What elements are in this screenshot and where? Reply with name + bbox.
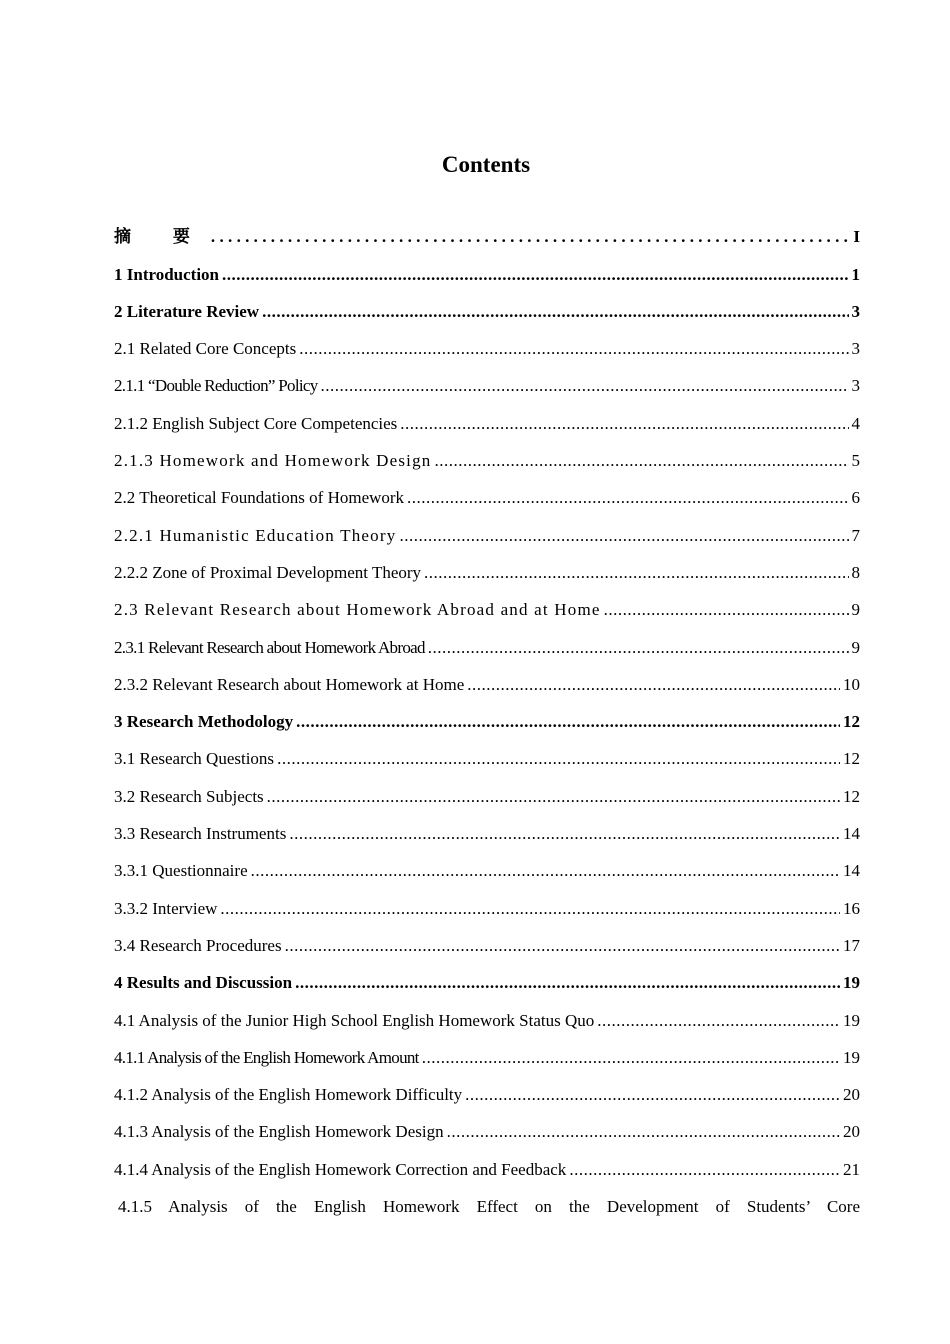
toc-entry[interactable] — [114, 925, 860, 962]
toc-leader-dots — [285, 934, 840, 958]
toc-entry-label: 摘 要 — [114, 227, 208, 248]
toc-entry-label: 3 Research Methodology — [114, 712, 294, 732]
toc-entry[interactable] — [114, 328, 860, 365]
toc-entry[interactable] — [114, 291, 860, 328]
toc-entry-label: 3.3.2 Interview — [114, 898, 218, 918]
toc-entry-page: 1 — [851, 264, 860, 284]
toc-entry-label: 2.1 Related Core Concepts — [114, 339, 297, 359]
toc-entry-label: 4.1.3 Analysis of the English Homework Design — [114, 1122, 444, 1142]
toc-entry-label: 1 Introduction — [114, 264, 220, 284]
toc-leader-dots — [296, 710, 840, 734]
toc-entry[interactable] — [114, 440, 860, 477]
toc-entry-page: 12 — [843, 786, 860, 806]
toc-entry[interactable] — [114, 664, 860, 701]
toc-leader-dots — [321, 374, 849, 398]
toc-entry-label: 4.1.5 Analysis of the English Homework Effect on the Development of Students’ Core — [118, 1197, 860, 1217]
toc-entry-label: 2.2 Theoretical Foundations of Homework — [114, 488, 405, 508]
toc-entry-label: 3.3 Research Instruments — [114, 824, 287, 844]
toc-leader-dots — [211, 225, 850, 249]
toc-leader-dots — [447, 1120, 840, 1144]
toc-entry-continued[interactable] — [114, 1186, 860, 1223]
page-title: Contents — [441, 152, 531, 177]
toc-entry[interactable] — [114, 850, 860, 887]
toc-leader-dots — [465, 1083, 840, 1107]
toc-entry-label: 3.1 Research Questions — [114, 749, 275, 769]
toc-leader-dots — [251, 859, 840, 883]
toc-entry-label: 3.4 Research Procedures — [114, 935, 282, 955]
toc-entry-label: 2 Literature Review — [114, 301, 260, 321]
toc-entry-label: 2.1.3 Homework and Homework Design — [114, 451, 432, 471]
toc-entry-label: 4 Results and Discussion — [114, 973, 293, 993]
toc-entry-page: 9 — [851, 600, 860, 620]
toc-entry[interactable] — [114, 253, 860, 290]
table-of-contents — [114, 216, 860, 1223]
toc-entry[interactable] — [114, 514, 860, 551]
toc-entry[interactable] — [114, 477, 860, 514]
toc-entry[interactable] — [114, 962, 860, 999]
toc-entry-page: 17 — [843, 935, 860, 955]
toc-entry-page: I — [853, 227, 860, 247]
toc-entry-label: 4.1.2 Analysis of the English Homework Difficulty — [114, 1085, 463, 1105]
toc-entry[interactable] — [114, 626, 860, 663]
toc-entry-page: 12 — [843, 712, 860, 732]
toc-entry-label: 4.1.4 Analysis of the English Homework Correction and Feedback — [114, 1159, 567, 1179]
toc-entry-label: 2.3.2 Relevant Research about Homework at Home — [114, 674, 465, 694]
toc-entry-label: 2.1.2 English Subject Core Competencies — [114, 413, 398, 433]
toc-entry[interactable] — [114, 775, 860, 812]
toc-leader-dots — [569, 1158, 840, 1182]
toc-entry[interactable] — [114, 589, 860, 626]
toc-entry[interactable] — [114, 999, 860, 1036]
toc-entry-page: 8 — [851, 562, 860, 582]
toc-entry[interactable] — [114, 887, 860, 924]
toc-leader-dots — [399, 524, 848, 548]
toc-leader-dots — [407, 486, 848, 510]
toc-entry-page: 14 — [843, 824, 860, 844]
toc-leader-dots — [434, 449, 848, 473]
toc-leader-dots — [467, 673, 840, 697]
toc-entry[interactable] — [114, 813, 860, 850]
toc-entry-page: 10 — [843, 674, 860, 694]
toc-entry-page: 20 — [843, 1085, 860, 1105]
toc-leader-dots — [424, 561, 848, 585]
toc-leader-dots — [299, 337, 848, 361]
toc-entry-label: 2.2.1 Humanistic Education Theory — [114, 525, 397, 545]
toc-entry-label: 2.3.1 Relevant Research about Homework Abroad — [114, 637, 425, 657]
toc-leader-dots — [220, 897, 840, 921]
toc-entry-page: 12 — [843, 749, 860, 769]
toc-leader-dots — [400, 412, 848, 436]
toc-entry-label: 2.3 Relevant Research about Homework Abroad and at Home — [114, 600, 601, 620]
toc-leader-dots — [289, 822, 840, 846]
toc-entry[interactable] — [114, 738, 860, 775]
toc-entry[interactable] — [114, 1148, 860, 1185]
toc-entry-page: 20 — [843, 1122, 860, 1142]
toc-leader-dots — [222, 263, 848, 287]
toc-entry-page: 19 — [843, 1010, 860, 1030]
toc-entry-page: 16 — [843, 898, 860, 918]
toc-leader-dots — [262, 300, 848, 324]
toc-leader-dots — [597, 1009, 840, 1033]
toc-entry[interactable] — [114, 701, 860, 738]
toc-entry-label: 4.1 Analysis of the Junior High School English Homework Status Quo — [114, 1010, 595, 1030]
toc-leader-dots — [295, 971, 840, 995]
toc-entry-page: 19 — [843, 973, 860, 993]
toc-entry-label: 2.2.2 Zone of Proximal Development Theory — [114, 562, 422, 582]
toc-entry-page: 3 — [851, 339, 860, 359]
toc-entry[interactable] — [114, 552, 860, 589]
toc-entry[interactable] — [114, 402, 860, 439]
toc-entry-page: 3 — [851, 301, 860, 321]
toc-leader-dots — [604, 598, 849, 622]
toc-entry-page: 21 — [843, 1159, 860, 1179]
toc-entry-page: 14 — [843, 861, 860, 881]
toc-entry[interactable] — [114, 1074, 860, 1111]
toc-entry-abstract[interactable] — [114, 216, 860, 253]
toc-entry-page: 5 — [851, 451, 860, 471]
toc-entry-page: 7 — [851, 525, 860, 545]
toc-entry-label: 3.2 Research Subjects — [114, 786, 264, 806]
toc-entry-page: 9 — [851, 637, 860, 657]
toc-entry-page: 3 — [851, 376, 860, 396]
toc-entry-page: 6 — [851, 488, 860, 508]
toc-leader-dots — [277, 747, 840, 771]
toc-leader-dots — [267, 785, 840, 809]
toc-entry-label: 4.1.1 Analysis of the English Homework Amount — [114, 1047, 419, 1067]
toc-entry-page: 19 — [843, 1047, 860, 1067]
toc-entry-page: 4 — [851, 413, 860, 433]
toc-leader-dots — [422, 1046, 840, 1070]
toc-leader-dots — [428, 636, 849, 660]
toc-entry[interactable] — [114, 1111, 860, 1148]
toc-entry[interactable] — [114, 365, 860, 402]
toc-entry-label: 3.3.1 Questionnaire — [114, 861, 248, 881]
toc-entry[interactable] — [114, 1037, 860, 1074]
toc-entry-label: 2.1.1 “Double Reduction” Policy — [114, 376, 318, 396]
